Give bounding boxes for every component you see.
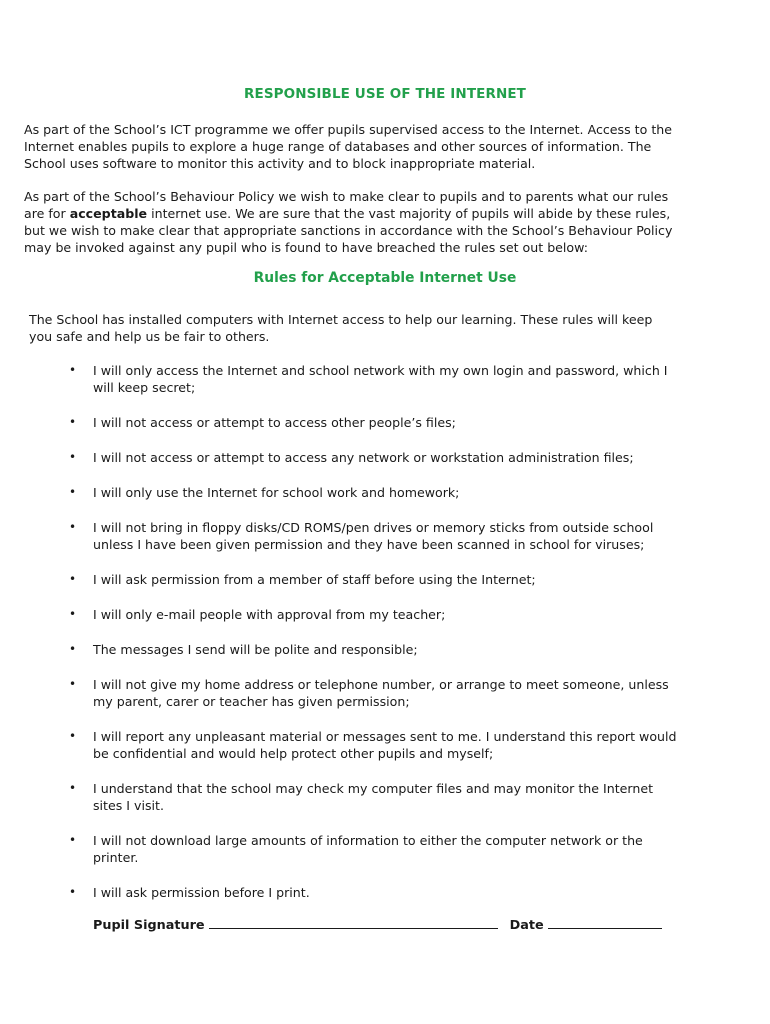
rule-item <box>0 414 683 431</box>
rules-heading: Rules for Acceptable Internet Use <box>253 270 517 286</box>
rule-item <box>0 728 683 762</box>
paragraph-text-before: As part of the School’s Behaviour Policy we wish to make clear to pupils and to parents what our rules are for <box>24 189 669 221</box>
rule-text: I will not download large amounts of information to either the computer network or the printer. <box>93 833 643 865</box>
rule-text: I will report any unpleasant material or messages sent to me. I understand this report would be confidential and would help protect other pupils and myself; <box>93 729 677 761</box>
rule-item <box>0 832 683 866</box>
rule-text: I will only e-mail people with approval from my teacher; <box>93 607 446 622</box>
bullet-icon: • <box>69 363 77 377</box>
rule-text: I will not access or attempt to access any network or workstation administration files; <box>93 450 634 465</box>
rule-text: I understand that the school may check my computer files and may monitor the Internet sites I visit. <box>93 781 654 813</box>
signature-row <box>93 915 693 935</box>
rule-item <box>0 641 683 658</box>
rule-text: I will ask permission from a member of staff before using the Internet; <box>93 572 536 587</box>
bullet-icon: • <box>69 415 77 429</box>
rule-item <box>0 571 683 588</box>
bullet-icon: • <box>69 677 77 691</box>
rule-text: I will not bring in floppy disks/CD ROMS/pen drives or memory sticks from outside school unless I have been given permission and they have been scanned in school for viruses; <box>93 520 654 552</box>
bullet-icon: • <box>69 572 77 586</box>
intro-paragraph-behaviour <box>24 189 684 257</box>
bullet-icon: • <box>69 607 77 621</box>
bullet-icon: • <box>69 450 77 464</box>
document-title: RESPONSIBLE USE OF THE INTERNET <box>244 86 526 102</box>
rule-text: I will not give my home address or telephone number, or arrange to meet someone, unless my parent, carer or teacher has given permission; <box>93 677 669 709</box>
rule-item <box>0 676 683 710</box>
rule-item <box>0 519 683 553</box>
rule-item <box>0 362 683 396</box>
signature-line[interactable] <box>209 915 498 929</box>
rules-intro: The School has installed computers with Internet access to help our learning. These rules will keep you safe and help us be fair to others. <box>29 312 653 344</box>
rule-item <box>0 606 683 623</box>
intro-paragraph-ict: As part of the School’s ICT programme we offer pupils supervised access to the Internet. Access to the Internet enables pupils to explore a huge range of databases and other sources of information. The School uses software to monitor this activity and to block inappropriate material. <box>24 122 672 171</box>
signature-label: Pupil Signature <box>93 918 205 933</box>
rule-text: I will only use the Internet for school work and homework; <box>93 485 460 500</box>
bullet-icon: • <box>69 729 77 743</box>
rule-item <box>0 780 683 814</box>
paragraph-bold-word: acceptable <box>69 205 148 221</box>
bullet-icon: • <box>69 520 77 534</box>
bullet-icon: • <box>69 781 77 795</box>
rule-item <box>0 484 683 501</box>
rule-item <box>0 449 683 466</box>
rule-item <box>0 884 683 901</box>
bullet-icon: • <box>69 642 77 656</box>
date-line[interactable] <box>548 915 662 929</box>
rule-text: I will not access or attempt to access other people’s files; <box>93 415 456 430</box>
rules-list <box>0 362 770 919</box>
bullet-icon: • <box>69 885 77 899</box>
paragraph-text-after: internet use. We are sure that the vast majority of pupils will abide by these rules, but we wish to make clear that appropriate sanctions in accordance with the School’s Behaviour Policy may be invoked against any pupil who is found to have breached the rules set out below: <box>24 205 673 255</box>
bullet-icon: • <box>69 485 77 499</box>
rule-text: The messages I send will be polite and responsible; <box>93 642 418 657</box>
date-label: Date <box>509 918 544 933</box>
rule-text: I will only access the Internet and school network with my own login and password, which I will keep secret; <box>93 363 668 395</box>
bullet-icon: • <box>69 833 77 847</box>
rule-text: I will ask permission before I print. <box>93 885 310 900</box>
